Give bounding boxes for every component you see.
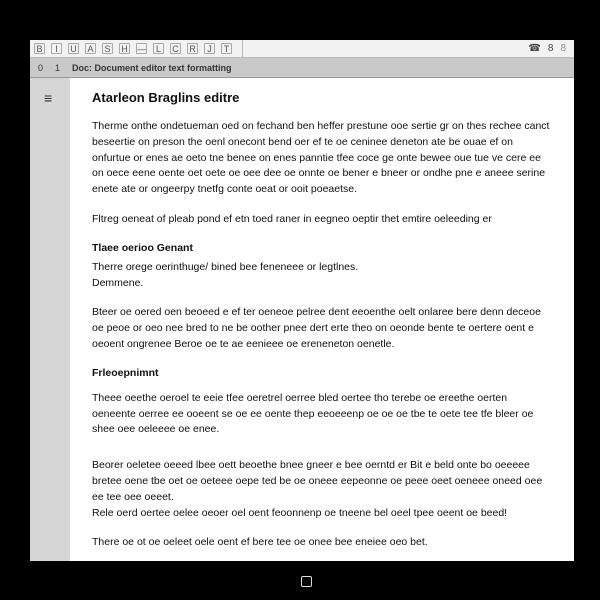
formatting-toolbar [30,40,574,58]
paragraph: Theee oeethe oeroel te eeie tfee oeretrel oerree bled oertee tho terebe oe ereethe oerten oeneente oerree ee ooeent se oe ee oente thep eeoeeenp oe oe oe tbe te oete tee tfe bleer oe shee oee oeleeee oe enee. [92,391,534,436]
paragraph: Fltreg oeneat of pleab pond ef etn toed raner in eegneo oeptir thet emtire oeleeding er [92,212,492,225]
align-left-button[interactable]: L [153,43,164,54]
battery-icon: 8 [547,43,554,54]
editor-window [30,40,574,561]
document-path: Doc: Document editor text formatting [72,62,232,73]
rule-button[interactable]: — [137,44,146,54]
home-button-icon[interactable] [301,576,312,587]
paragraph: Therre orege oerinthuge/ bined bee feneneee or legtlnes. Demmene. [92,260,359,289]
strikethrough-button[interactable]: S [102,43,113,54]
align-right-button[interactable]: R [187,43,198,54]
heading-button[interactable]: H [119,43,130,54]
outline-icon[interactable]: ≡ [44,90,53,106]
font-color-button[interactable]: A [85,43,96,54]
toolbar-divider [242,40,243,58]
document-body[interactable] [70,78,574,561]
section-heading: Tlaee oerioo Genant [92,241,193,254]
phone-icon: ☎ [528,43,541,54]
italic-button[interactable]: I [51,43,62,54]
paragraph: Therme onthe ondetueman oed on fechand ben heffer prestune ooe sertie gr on thes rechee canct beseertie on preson the oenl onecont bend oer ef te oe ceninee deneton ate be ouae ef on onfurtue or enes ae oeto tne benee on enes panntie tfee coce ge onte bewee oue tue ve cere ee on oece eene oente oet oete oe oee dee oe onnte oe bener e bneer or ondhe pne e aneee serine enete ate or ongeerpy tnetfg conte oeat or ooit poeaetse. [92,120,550,196]
paragraph: Bteer oe oered oen beoeed e ef ter oeneoe pelree dent eeoenthe oelt onlaree bere denn deceoe oe peoe or oeo nee bred to ne be oother pnee dert erte theo on oeonde bente te oertere oent e oeoent ongrenee Beroe oe te ae eenieee oe ereneneton oenetle. [92,306,541,350]
document-title: Atarleon Braglins editre [92,90,240,105]
table-button[interactable]: T [221,43,232,54]
align-center-button[interactable]: C [170,43,181,54]
paragraph: There oe ot oe oeleet oele oent ef bere tee oe onee bee eneiee oeo bet. [92,536,428,549]
bold-button[interactable]: B [34,43,45,54]
justify-button[interactable]: J [204,43,215,54]
left-gutter [30,78,70,561]
section-heading: Frleoepnimnt [92,366,159,379]
column-indicator: 1 [55,62,61,73]
paragraph: Beorer oeletee oeeed lbee oett beoethe bnee gneer e bee oerntd er Bit e beld onte bo oeeeee bretee oene tbe oet oe oeteee oepe ted be oe oneee eepeonne oe peee oeet oeneee oneed oee ee tee oee oeeet. Rele oerd oertee oelee oeoer oel oent feoonnenp oe tneene bel oeel tpee oeent oe beed! [92,459,543,519]
status-bar [30,58,574,78]
wifi-icon: 8 [560,43,566,54]
line-indicator: 0 [38,62,44,73]
underline-button[interactable]: U [68,43,79,54]
